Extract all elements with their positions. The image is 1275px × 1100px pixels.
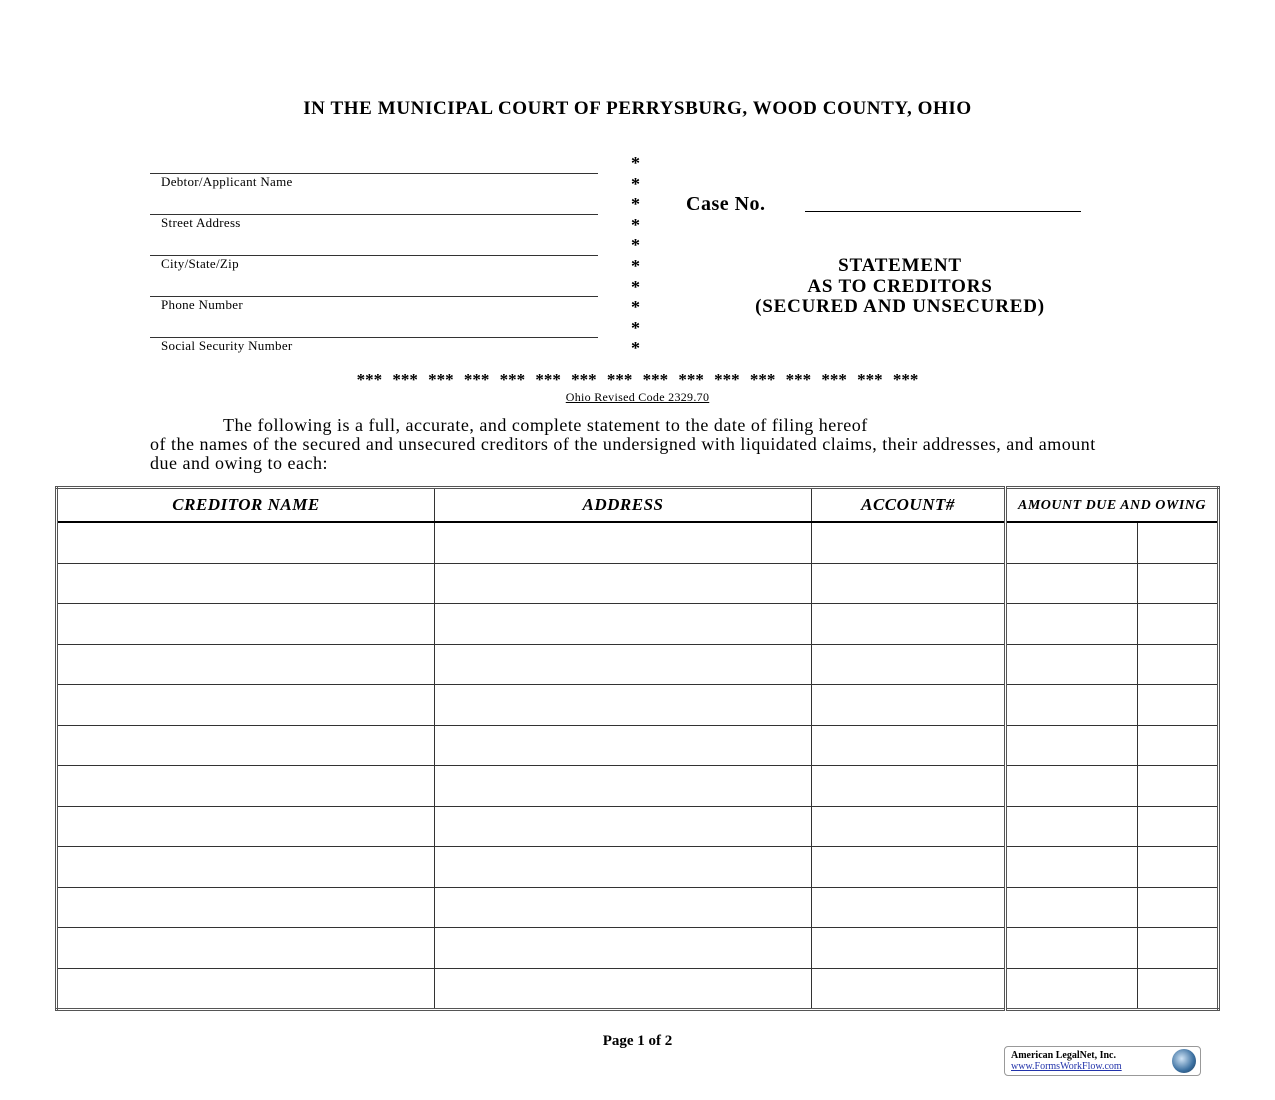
amount-cents-cell[interactable] bbox=[1138, 563, 1219, 604]
account-cell[interactable] bbox=[812, 847, 1006, 888]
divider-asterisk: * bbox=[631, 235, 640, 256]
account-cell[interactable] bbox=[812, 725, 1006, 766]
amount-cents-cell[interactable] bbox=[1138, 847, 1219, 888]
amount-dollars-cell[interactable] bbox=[1006, 928, 1138, 969]
divider-asterisk: * bbox=[631, 173, 640, 194]
amount-cents-cell[interactable] bbox=[1138, 604, 1219, 645]
title-line: AS TO CREDITORS bbox=[807, 275, 993, 297]
code-reference: Ohio Revised Code 2329.70 bbox=[565, 390, 710, 404]
address-cell[interactable] bbox=[435, 725, 812, 766]
address-cell[interactable] bbox=[435, 968, 812, 1010]
title-line: STATEMENT bbox=[838, 255, 962, 276]
amount-cents-cell[interactable] bbox=[1138, 725, 1219, 766]
separator: *** *** *** *** *** *** *** *** *** *** *** *** *** *** *** *** bbox=[356, 370, 919, 389]
creditor-name-cell[interactable] bbox=[57, 644, 435, 685]
account-cell[interactable] bbox=[812, 522, 1006, 563]
amount-cents-cell[interactable] bbox=[1138, 928, 1219, 969]
divider-asterisk: * bbox=[631, 256, 640, 276]
globe-icon bbox=[1172, 1049, 1196, 1073]
field-label: City/State/Zip bbox=[161, 256, 239, 271]
divider-asterisk: * bbox=[631, 297, 640, 318]
intro-rest: of the names of the secured and unsecured creditors of the undersigned with liquidated claims, their addresses, and amount due and owing to each: bbox=[150, 434, 1096, 473]
amount-dollars-cell[interactable] bbox=[1006, 887, 1138, 928]
amount-cents-cell[interactable] bbox=[1138, 685, 1219, 726]
amount-dollars-cell[interactable] bbox=[1006, 968, 1138, 1010]
brand-url[interactable]: www.FormsWorkFlow.com bbox=[1011, 1061, 1122, 1072]
creditor-name-cell[interactable] bbox=[57, 522, 435, 563]
account-cell[interactable] bbox=[812, 968, 1006, 1010]
address-cell[interactable] bbox=[435, 563, 812, 604]
amount-cents-cell[interactable] bbox=[1138, 968, 1219, 1010]
address-cell[interactable] bbox=[435, 847, 812, 888]
table-row bbox=[57, 928, 1219, 969]
amount-dollars-cell[interactable] bbox=[1006, 604, 1138, 645]
page-number: Page 1 of 2 bbox=[602, 1033, 673, 1049]
account-cell[interactable] bbox=[812, 928, 1006, 969]
case-number-label: Case No. bbox=[686, 193, 766, 215]
amount-cents-cell[interactable] bbox=[1138, 766, 1219, 807]
creditors-table bbox=[55, 486, 1220, 1011]
table-row bbox=[57, 522, 1219, 563]
field-label: Phone Number bbox=[161, 297, 243, 312]
divider-asterisk: * bbox=[631, 194, 640, 215]
amount-cents-cell[interactable] bbox=[1138, 887, 1219, 928]
court-heading: IN THE MUNICIPAL COURT OF PERRYSBURG, WOOD COUNTY, OHIO bbox=[303, 98, 972, 119]
divider-asterisk: * bbox=[631, 338, 640, 359]
amount-dollars-cell[interactable] bbox=[1006, 685, 1138, 726]
header-amount-due: AMOUNT DUE AND OWING bbox=[1006, 488, 1219, 523]
brand-name: American LegalNet, Inc. bbox=[1011, 1050, 1116, 1061]
publisher-logo bbox=[1004, 1046, 1201, 1076]
creditor-name-cell[interactable] bbox=[57, 928, 435, 969]
field-label: Street Address bbox=[161, 215, 241, 230]
table-row bbox=[57, 563, 1219, 604]
divider-asterisk: * bbox=[631, 317, 640, 338]
intro-paragraph bbox=[150, 416, 1110, 473]
table-row bbox=[57, 604, 1219, 645]
amount-dollars-cell[interactable] bbox=[1006, 522, 1138, 563]
amount-dollars-cell[interactable] bbox=[1006, 644, 1138, 685]
divider-asterisk: * bbox=[631, 276, 640, 297]
amount-cents-cell[interactable] bbox=[1138, 644, 1219, 685]
account-cell[interactable] bbox=[812, 766, 1006, 807]
case-number-field[interactable] bbox=[805, 211, 1081, 212]
table-row bbox=[57, 847, 1219, 888]
account-cell[interactable] bbox=[812, 806, 1006, 847]
account-cell[interactable] bbox=[812, 685, 1006, 726]
divider-asterisk: * bbox=[631, 153, 640, 173]
amount-cents-cell[interactable] bbox=[1138, 806, 1219, 847]
table-row bbox=[57, 644, 1219, 685]
creditor-name-cell[interactable] bbox=[57, 766, 435, 807]
field-label: Social Security Number bbox=[161, 338, 293, 353]
account-cell[interactable] bbox=[812, 604, 1006, 645]
table-row bbox=[57, 766, 1219, 807]
address-cell[interactable] bbox=[435, 604, 812, 645]
amount-dollars-cell[interactable] bbox=[1006, 806, 1138, 847]
address-cell[interactable] bbox=[435, 522, 812, 563]
address-cell[interactable] bbox=[435, 685, 812, 726]
address-cell[interactable] bbox=[435, 928, 812, 969]
address-cell[interactable] bbox=[435, 766, 812, 807]
header-creditor-name: CREDITOR NAME bbox=[57, 488, 435, 523]
table-row bbox=[57, 887, 1219, 928]
divider-asterisk: * bbox=[631, 214, 640, 235]
creditor-name-cell[interactable] bbox=[57, 968, 435, 1010]
address-cell[interactable] bbox=[435, 806, 812, 847]
title-line: (SECURED AND UNSECURED) bbox=[755, 296, 1045, 317]
amount-dollars-cell[interactable] bbox=[1006, 725, 1138, 766]
account-cell[interactable] bbox=[812, 563, 1006, 604]
address-cell[interactable] bbox=[435, 887, 812, 928]
creditor-name-cell[interactable] bbox=[57, 806, 435, 847]
creditor-name-cell[interactable] bbox=[57, 887, 435, 928]
table-row bbox=[57, 685, 1219, 726]
amount-dollars-cell[interactable] bbox=[1006, 563, 1138, 604]
field-label: Debtor/Applicant Name bbox=[161, 174, 293, 189]
header-address: ADDRESS bbox=[435, 488, 812, 523]
creditor-name-cell[interactable] bbox=[57, 604, 435, 645]
account-cell[interactable] bbox=[812, 644, 1006, 685]
amount-cents-cell[interactable] bbox=[1138, 522, 1219, 563]
table-row bbox=[57, 968, 1219, 1010]
creditor-name-cell[interactable] bbox=[57, 563, 435, 604]
document-title bbox=[690, 256, 1110, 318]
table-row bbox=[57, 806, 1219, 847]
creditor-name-cell[interactable] bbox=[57, 847, 435, 888]
amount-dollars-cell[interactable] bbox=[1006, 766, 1138, 807]
header-account: ACCOUNT# bbox=[812, 488, 1006, 523]
account-cell[interactable] bbox=[812, 887, 1006, 928]
address-cell[interactable] bbox=[435, 644, 812, 685]
amount-dollars-cell[interactable] bbox=[1006, 847, 1138, 888]
table-row bbox=[57, 725, 1219, 766]
intro-line: The following is a full, accurate, and complete statement to the date of filing hereof bbox=[223, 415, 868, 435]
creditor-name-cell[interactable] bbox=[57, 685, 435, 726]
creditor-name-cell[interactable] bbox=[57, 725, 435, 766]
